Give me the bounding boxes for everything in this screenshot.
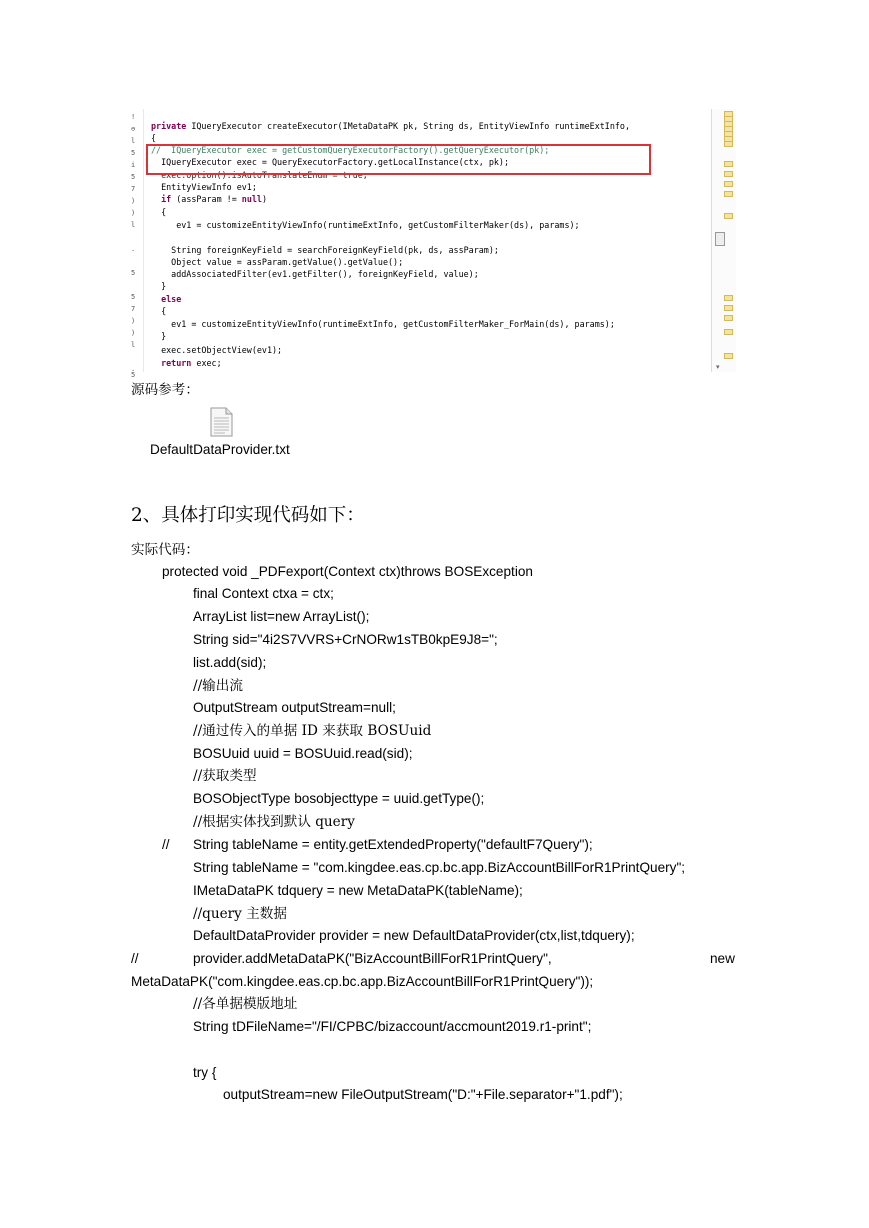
- code-line: provider.addMetaDataPK("BizAccountBillForR1PrintQuery",: [193, 951, 552, 966]
- source-ref-label: 源码参考：: [131, 382, 199, 398]
- scroll-thumb[interactable]: [715, 232, 725, 246]
- code-line: //输出流: [193, 678, 243, 694]
- gutter-mark: .: [131, 245, 136, 253]
- text-file-icon[interactable]: [209, 407, 234, 437]
- screenshot-code-line: {: [151, 133, 157, 143]
- code-line: MetaDataPK("com.kingdee.eas.cp.bc.app.BizAccountBillForR1PrintQuery"));: [131, 974, 594, 989]
- section-heading: 2、具体打印实现代码如下：: [131, 505, 365, 526]
- screenshot-code-line: }: [151, 281, 167, 291]
- code-line: OutputStream outputStream=null;: [193, 700, 396, 715]
- gutter-mark: l: [131, 137, 136, 145]
- screenshot-code-line: exec.setObjectView(ev1);: [151, 345, 283, 355]
- code-line: //根据实体找到默认 query: [193, 814, 355, 830]
- gutter-mark: l: [131, 221, 136, 229]
- arrow-down-icon[interactable]: ▾: [716, 364, 720, 371]
- code-line: list.add(sid);: [193, 655, 267, 670]
- screenshot-code-line: {: [151, 207, 167, 217]
- code-line: //各单据模版地址: [193, 996, 298, 1012]
- gutter-mark: ): [131, 197, 136, 205]
- code-line: String sid="4i2S7VVRS+CrNORw1sTB0kpE9J8=";: [193, 632, 498, 647]
- gutter-mark: l: [131, 341, 136, 349]
- code-line: BOSUuid uuid = BOSUuid.read(sid);: [193, 746, 413, 761]
- screenshot-code-line: ev1 = customizeEntityViewInfo(runtimeExtInfo, getCustomFilterMaker_ForMain(ds), params);: [151, 319, 615, 329]
- screenshot-code-line: {: [151, 306, 167, 316]
- screenshot-code-line: exec.option().isAutoTranslateEnum = true;: [151, 170, 368, 180]
- gutter-mark: 7: [131, 305, 136, 313]
- gutter-mark: 5: [131, 149, 136, 157]
- code-line: //获取类型: [193, 768, 257, 784]
- gutter-mark: 5: [131, 293, 136, 301]
- code-line: BOSObjectType bosobjecttype = uuid.getType();: [193, 791, 485, 806]
- code-line: protected void _PDFexport(Context ctx)throws BOSException: [162, 564, 533, 579]
- code-line: //通过传入的单据 ID 来获取 BOSUuid: [193, 723, 432, 739]
- code-line: //: [162, 837, 170, 852]
- screenshot-code-line: addAssociatedFilter(ev1.getFilter(), foreignKeyField, value);: [151, 269, 479, 279]
- code-line: //: [131, 951, 139, 966]
- screenshot-code-line: else: [161, 294, 182, 304]
- gutter-mark: 5: [131, 269, 136, 277]
- code-line: outputStream=new FileOutputStream("D:"+File.separator+"1.pdf");: [223, 1087, 623, 1102]
- gutter-mark: 7: [131, 185, 136, 193]
- code-line: String tableName = entity.getExtendedProperty("defaultF7Query");: [193, 837, 593, 852]
- screenshot-code-line: IQueryExecutor exec = QueryExecutorFactory.getLocalInstance(ctx, pk);: [151, 157, 509, 167]
- code-line: ArrayList list=new ArrayList();: [193, 609, 370, 624]
- line-gutter: [129, 109, 144, 379]
- gutter-mark: i: [131, 161, 136, 169]
- screenshot-code-line: Object value = assParam.getValue().getValue();: [151, 257, 404, 267]
- gutter-mark: 5: [131, 371, 136, 379]
- overview-ruler[interactable]: [711, 109, 736, 372]
- screenshot-code-line: EntityViewInfo ev1;: [151, 182, 257, 192]
- screenshot-code-line: private IQueryExecutor createExecutor(IMetaDataPK pk, String ds, EntityViewInfo runtimeExtInfo,: [151, 121, 631, 131]
- screenshot-code-line: String foreignKeyField = searchForeignKeyField(pk, ds, assParam);: [151, 245, 499, 255]
- gutter-mark: ): [131, 209, 136, 217]
- gutter-mark: 5: [131, 173, 136, 181]
- code-line: DefaultDataProvider provider = new DefaultDataProvider(ctx,list,tdquery);: [193, 928, 635, 943]
- gutter-mark: ): [131, 329, 136, 337]
- code-line: String tableName = "com.kingdee.eas.cp.bc.app.BizAccountBillForR1PrintQuery";: [193, 860, 686, 875]
- gutter-mark: ⊖: [131, 125, 136, 133]
- screenshot-code-line: // IQueryExecutor exec = getCustomQueryExecutorFactory().getQueryExecutor(pk);: [151, 145, 550, 155]
- code-line: final Context ctxa = ctx;: [193, 586, 334, 601]
- gutter-mark: .: [131, 365, 136, 373]
- attachment-name[interactable]: DefaultDataProvider.txt: [150, 442, 290, 457]
- actual-code-label: 实际代码：: [131, 542, 199, 558]
- code-line: new: [710, 951, 735, 966]
- gutter-mark: ): [131, 317, 136, 325]
- code-line: IMetaDataPK tdquery = new MetaDataPK(tableName);: [193, 883, 523, 898]
- code-line: //query 主数据: [193, 906, 287, 922]
- screenshot-code-line: }: [151, 331, 167, 341]
- screenshot-code-line: ev1 = customizeEntityViewInfo(runtimeExtInfo, getCustomFilterMaker(ds), params);: [151, 220, 580, 230]
- highlight-box: [146, 144, 651, 175]
- code-line: String tDFileName="/FI/CPBC/bizaccount/accmount2019.r1-print";: [193, 1019, 592, 1034]
- screenshot-code-line: if (assParam != null): [161, 194, 267, 204]
- code-line: try {: [193, 1065, 217, 1080]
- gutter-mark: !: [131, 113, 136, 121]
- screenshot-code-line: return exec;: [161, 358, 222, 368]
